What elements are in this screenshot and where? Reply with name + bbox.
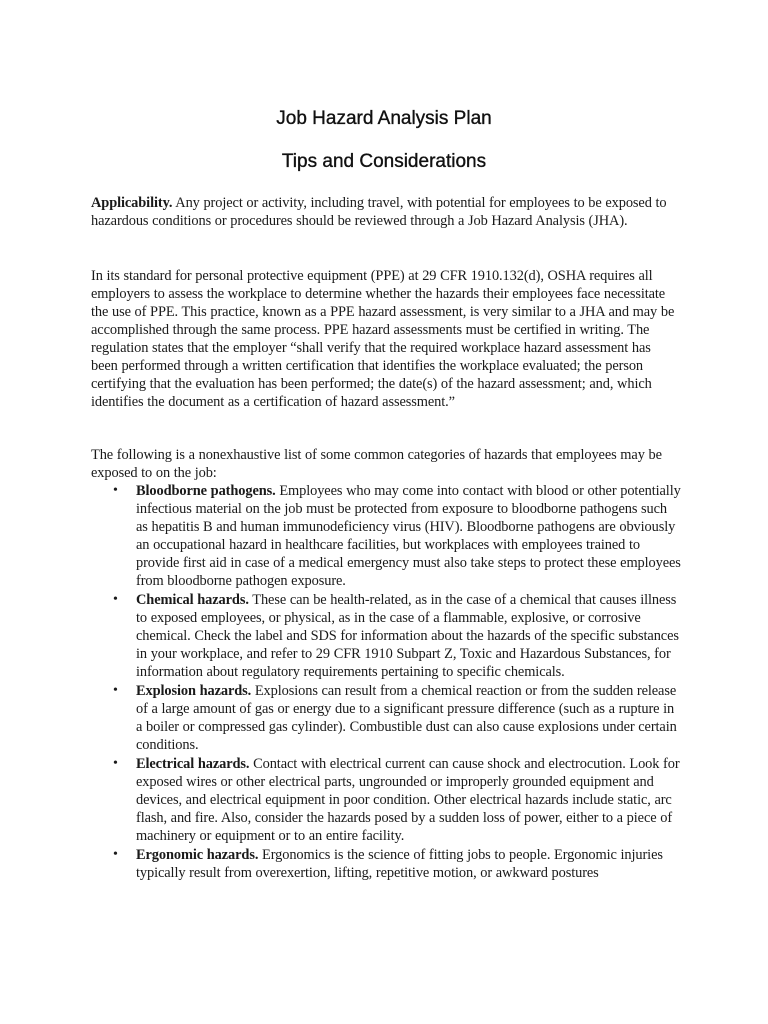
- applicability-label: Applicability.: [91, 195, 173, 211]
- document-subtitle: Tips and Considerations: [281, 151, 487, 172]
- hazard-item-ergonomic: [91, 846, 681, 882]
- hazard-item-explosion: [91, 682, 681, 754]
- hazard-label: Electrical hazards.: [136, 756, 250, 772]
- hazard-list: [91, 482, 681, 883]
- bullet-icon: •: [113, 592, 118, 607]
- hazard-label: Bloodborne pathogens.: [136, 483, 276, 499]
- hazard-label: Explosion hazards.: [136, 683, 252, 699]
- hazard-text: Ergonomics is the science of fitting jobs to people. Ergonomic injuries typically result from overexertion, lifting, repetitive motion, or awkward postures: [136, 847, 663, 881]
- hazard-item-electrical: [91, 755, 681, 845]
- hazard-item-chemical: [91, 591, 681, 681]
- hazard-label: Ergonomic hazards.: [136, 847, 259, 863]
- bullet-icon: •: [113, 683, 118, 698]
- bullet-icon: •: [113, 847, 118, 862]
- applicability-text: Any project or activity, including travel, with potential for employees to be exposed to hazardous conditions or procedures should be reviewed through a Job Hazard Analysis (JHA).: [91, 195, 667, 229]
- hazard-item-bloodborne: [91, 482, 681, 590]
- hazard-text: Employees who may come into contact with blood or other potentially infectious material on the job must be protected from exposure to bloodborne pathogens such as hepatitis B and human immunodeficiency virus (HIV). Bloodborne pathogens are obviously an occupational hazard in healthcare facilities, but workplaces with employees trained to provide first aid in case of a medical emergency must also take steps to protect these employees from bloodborne pathogen exposure.: [136, 483, 681, 589]
- hazard-text: Explosions can result from a chemical reaction or from the sudden release of a large amount of gas or energy due to a significant pressure difference (such as a rupture in a boiler or compressed gas cylinder). Combustible dust can also cause explosions under certain conditions.: [136, 683, 677, 753]
- list-intro-paragraph: The following is a nonexhaustive list of some common categories of hazards that employees may be exposed to on the job:: [91, 447, 662, 481]
- hazard-text: These can be health-related, as in the case of a chemical that causes illness to exposed employees, or physical, as in the case of a flammable, explosive, or corrosive chemical. Check the label and SDS for information about the hazards of the specific substances in your workplace, and refer to 29 CFR 1910 Subpart Z, Toxic and Hazardous Substances, for information about regulatory requirements pertaining to specific chemicals.: [136, 592, 679, 680]
- bullet-icon: •: [113, 483, 118, 498]
- bullet-icon: •: [113, 756, 118, 771]
- ppe-paragraph: In its standard for personal protective equipment (PPE) at 29 CFR 1910.132(d), OSHA requires all employers to assess the workplace to determine whether the hazards their employees face necessitate the use of PPE. This practice, known as a PPE hazard assessment, is very similar to a JHA and may be accomplished through the same process. PPE hazard assessments must be certified in writing. The regulation states that the employer “shall verify that the required workplace hazard assessment has been performed through a written certification that identifies the workplace evaluated; the person certifying that the evaluation has been performed; the date(s) of the hazard assessment; and, which identifies the document as a certification of hazard assessment.”: [91, 268, 675, 410]
- document-title: Job Hazard Analysis Plan: [276, 108, 492, 129]
- hazard-text: Contact with electrical current can cause shock and electrocution. Look for exposed wires or other electrical parts, ungrounded or improperly grounded equipment and devices, and electrical equipment in poor condition. Other electrical hazards include static, arc flash, and fire. Also, consider the hazards posed by a sudden loss of power, either to a piece of machinery or equipment or to an entire facility.: [136, 756, 680, 844]
- applicability-paragraph: [91, 194, 681, 230]
- hazard-label: Chemical hazards.: [136, 592, 249, 608]
